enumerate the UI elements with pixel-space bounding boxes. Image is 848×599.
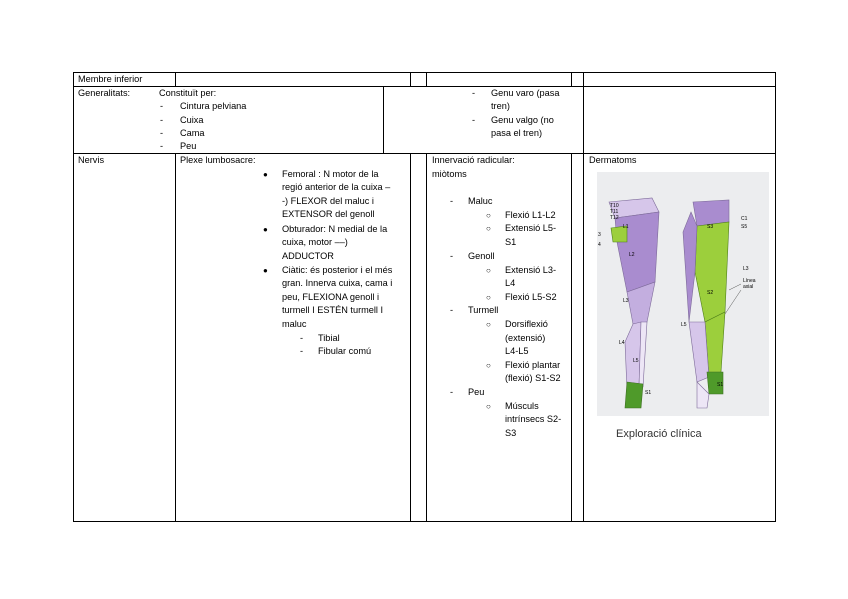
genu-varo-line1: Genu varo (pasa (491, 88, 560, 98)
label-s1-back: S1 (717, 382, 724, 388)
label-s1-front: S1 (645, 390, 652, 396)
label-l5-back: L5 (681, 322, 687, 328)
turmell-plantar-2: (flexió) S1-S2 (505, 373, 561, 383)
genu-valgo-line1: Genu valgo (no (491, 115, 554, 125)
circle-marker: ○ (486, 224, 491, 233)
peu-musculs-1: Músculs (505, 401, 539, 411)
dash-marker: - (160, 115, 164, 125)
label-axial-2: axial (743, 284, 754, 290)
circle-marker: ○ (486, 266, 491, 275)
circle-marker: ○ (486, 211, 491, 220)
col-line-d (426, 72, 427, 86)
label-axial-1: Línea (743, 278, 756, 284)
back-leg-s3 (693, 200, 729, 226)
dash-marker: - (160, 101, 164, 111)
dash-marker: - (472, 88, 476, 98)
ciatic-line: Ciàtic: és posterior i el més (282, 265, 393, 275)
axial-pointer-1 (729, 284, 741, 290)
label-c1: C1 (741, 216, 748, 222)
dash-marker: - (300, 346, 304, 356)
circle-marker: ○ (486, 320, 491, 329)
dermatome-figure (597, 172, 769, 416)
col-line-c2 (410, 153, 411, 521)
dermatoms-caption: Exploració clínica (616, 428, 702, 440)
label-4: 4 (598, 242, 601, 248)
bullet-marker: ● (263, 170, 268, 179)
label-t11: T11 (610, 209, 619, 215)
turmell-dorsi-1: Dorsiflexió (505, 319, 548, 329)
front-foot-s1 (625, 382, 643, 408)
header-membre-inferior: Membre inferior (78, 74, 143, 84)
label-l2: L2 (629, 252, 635, 258)
back-leg-thigh-s2 (695, 222, 729, 322)
bullet-marker: ● (263, 225, 268, 234)
dash-marker: - (450, 305, 454, 315)
innervacio-title: Innervació radicular: (432, 155, 515, 165)
peu-musculs-2: intrínsecs S2- (505, 414, 562, 424)
generalitats-intro: Constituït per: (159, 88, 217, 98)
bullet-marker: ● (263, 266, 268, 275)
obturador-line: ADDUCTOR (282, 251, 334, 261)
col-line-a2 (175, 153, 176, 521)
generalitats-label: Generalitats: (78, 88, 131, 98)
table-border-top (73, 72, 776, 73)
obturador-line: cuixa, motor ––) (282, 237, 348, 247)
table-border-bottom (73, 521, 776, 522)
dash-marker: - (450, 251, 454, 261)
genu-varo-line2: tren) (491, 101, 510, 111)
genoll-flexio: Flexió L5-S2 (505, 292, 557, 302)
maluc-label: Maluc (468, 196, 493, 206)
label-l5: L5 (633, 358, 639, 364)
col-line-f2 (583, 153, 584, 521)
dash-marker: - (450, 196, 454, 206)
peu-label: Peu (468, 387, 485, 397)
back-foot (697, 382, 709, 408)
ciatic-line: peu, FLEXIONA genoll i (282, 292, 380, 302)
generalitats-item: Cama (180, 128, 205, 138)
col-line-d2 (426, 153, 427, 521)
circle-marker: ○ (486, 402, 491, 411)
ciatic-line: turmell I ESTÉN turmell I (282, 305, 384, 315)
label-t12: T12 (610, 215, 619, 221)
maluc-extensio-1: Extensió L5- (505, 223, 557, 233)
label-l1: L1 (623, 224, 629, 230)
femoral-line: EXTENSOR del genoll (282, 209, 375, 219)
ciatic-line: maluc (282, 319, 307, 329)
femoral-line: -) FLEXOR del maluc i (282, 196, 374, 206)
turmell-plantar-1: Flexió plantar (505, 360, 561, 370)
dermatome-illustration (597, 172, 769, 416)
col-line-e2 (571, 153, 572, 521)
generalitats-item: Peu (180, 141, 197, 151)
genu-valgo-line2: pasa el tren) (491, 128, 543, 138)
generalitats-item: Cintura pelviana (180, 101, 247, 111)
obturador-line: Obturador: N medial de la (282, 224, 388, 234)
plexe-title: Plexe lumbosacre: (180, 155, 256, 165)
turmell-label: Turmell (468, 305, 499, 315)
dash-marker: - (450, 387, 454, 397)
femoral-line: regió anterior de la cuixa – (282, 182, 391, 192)
front-leg-shin-l4 (625, 322, 641, 390)
dash-marker: - (300, 333, 304, 343)
table-border-right (775, 72, 776, 522)
col-line-e (571, 72, 572, 86)
generalitats-item: Cuixa (180, 115, 204, 125)
dash-marker: - (472, 115, 476, 125)
label-s2: S2 (707, 290, 714, 296)
turmell-dorsi-2: (extensió) (505, 333, 546, 343)
ciatic-branch-fibular: Fibular comú (318, 346, 372, 356)
label-3: 3 (598, 232, 601, 238)
label-l4: L4 (619, 340, 625, 346)
peu-musculs-3: S3 (505, 428, 517, 438)
table-border-left (73, 72, 74, 522)
row-divider-2 (73, 153, 776, 154)
innervacio-subtitle: miòtoms (432, 169, 467, 179)
maluc-extensio-2: S1 (505, 237, 517, 247)
label-t10: T10 (610, 203, 619, 209)
maluc-flexio: Flexió L1-L2 (505, 210, 556, 220)
label-s5: S5 (741, 224, 748, 230)
col-line-b (383, 86, 384, 153)
back-leg-lateral-l2 (683, 212, 697, 322)
dash-marker: - (160, 128, 164, 138)
label-s3: S3 (707, 224, 714, 230)
genoll-extensio-2: L4 (505, 278, 516, 288)
genoll-label: Genoll (468, 251, 495, 261)
col-line-c (410, 72, 411, 86)
turmell-dorsi-3: L4-L5 (505, 346, 529, 356)
axial-pointer-2 (725, 290, 741, 314)
front-leg-thigh-l2 (615, 212, 659, 292)
col-line-f (583, 72, 584, 153)
circle-marker: ○ (486, 361, 491, 370)
nervis-label: Nervis (78, 155, 105, 165)
circle-marker: ○ (486, 293, 491, 302)
ciatic-line: gran. Innerva cuixa, cama i (282, 278, 393, 288)
label-l3: L3 (623, 298, 629, 304)
col-line-a (175, 72, 176, 86)
ciatic-branch-tibial: Tibial (318, 333, 340, 343)
femoral-line: Femoral : N motor de la (282, 169, 379, 179)
genoll-extensio-1: Extensió L3- (505, 265, 557, 275)
dermatoms-title: Dermatoms (589, 155, 637, 165)
dash-marker: - (160, 141, 164, 151)
label-l3-back: L3 (743, 266, 749, 272)
